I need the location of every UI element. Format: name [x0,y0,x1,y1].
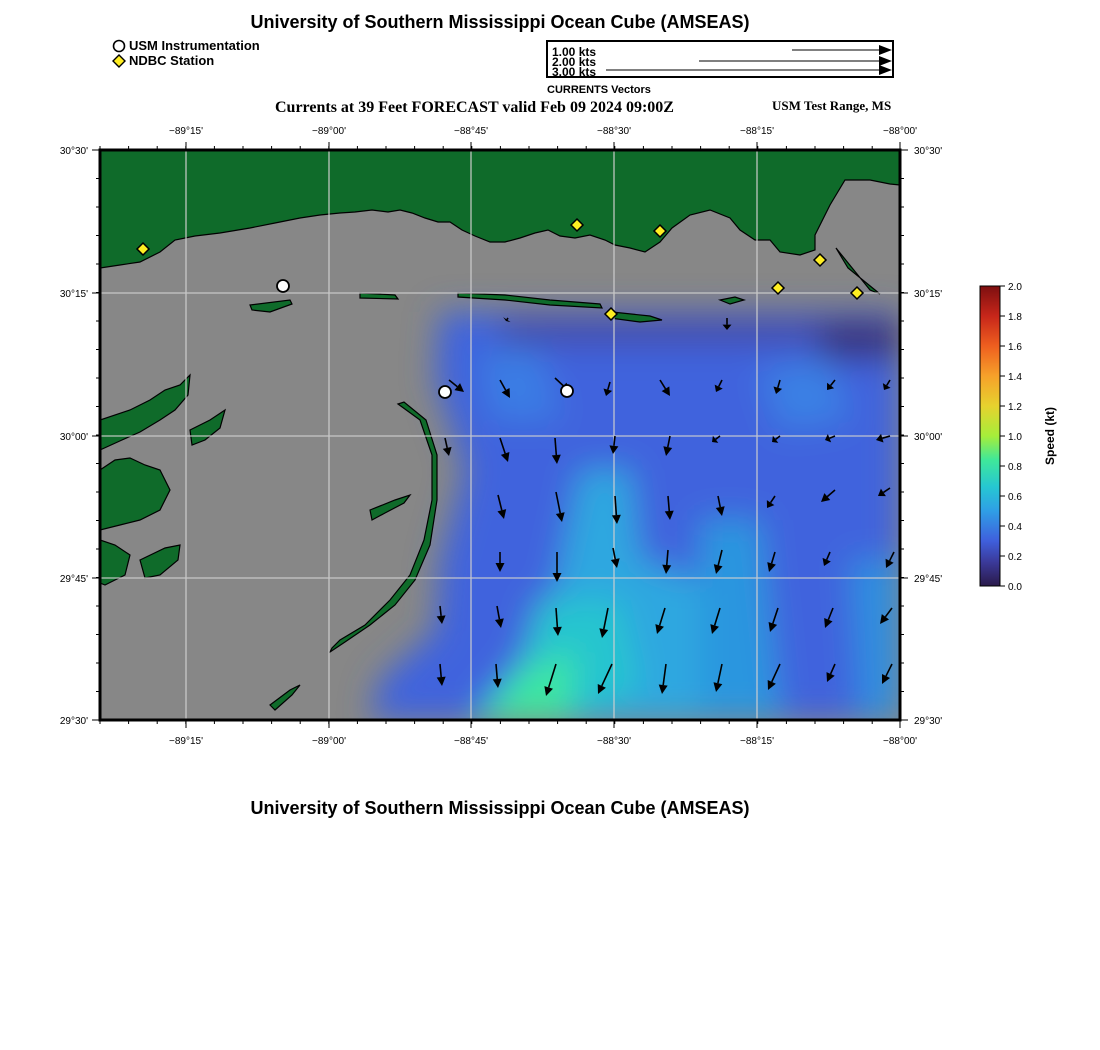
x-tick-top: −88°30' [597,126,631,137]
x-tick-bottom: −89°00' [312,736,346,747]
x-tick-bottom: −88°15' [740,736,774,747]
y-tick-left: 30°15' [59,289,88,300]
vector-scale-1kt-label: 1.00 kts [552,45,597,59]
x-tick-top: −88°00' [883,126,917,137]
usm-legend-label: USM Instrumentation [129,38,260,53]
colorbar-tick-label: 1.0 [1008,432,1022,443]
y-tick-left: 30°00' [59,432,88,443]
vector-scale-2kt-label: 2.00 kts [552,55,597,69]
y-tick-right: 29°45' [914,574,943,585]
x-tick-top: −88°45' [454,126,488,137]
y-tick-left: 29°30' [59,716,88,727]
vector-scale-3kt-label: 3.00 kts [552,65,597,79]
colorbar-tick-label: 0.0 [1008,582,1022,593]
usm-instrument-marker [439,386,451,398]
ndbc-legend-label: NDBC Station [129,53,215,68]
colorbar-tick-label: 2.0 [1008,282,1022,293]
x-tick-top: −89°15' [169,126,203,137]
colorbar-tick-label: 0.4 [1008,522,1022,533]
usm-instrument-marker [561,385,573,397]
speed-colorbar [970,280,1080,600]
y-tick-right: 29°30' [914,716,943,727]
forecast-subtitle: Currents at 39 Feet FORECAST valid Feb 09 2024 09:00Z [275,99,674,116]
colorbar-tick-label: 0.8 [1008,462,1022,473]
x-tick-bottom: −88°30' [597,736,631,747]
y-tick-right: 30°30' [914,146,943,157]
y-tick-left: 30°30' [59,146,88,157]
usm-instrument-marker [277,280,289,292]
y-tick-right: 30°15' [914,289,943,300]
colorbar-tick-label: 0.6 [1008,492,1022,503]
y-tick-right: 30°00' [914,432,943,443]
x-tick-bottom: −88°45' [454,736,488,747]
colorbar-tick-label: 0.2 [1008,552,1022,563]
colorbar-ramp [980,286,1000,586]
vector-caption: CURRENTS Vectors [547,84,651,96]
x-tick-bottom: −88°00' [883,736,917,747]
y-tick-left: 29°45' [59,574,88,585]
colorbar-label: Speed (kt) [1043,406,1057,466]
colorbar-tick-label: 1.8 [1008,312,1022,323]
x-tick-bottom: −89°15' [169,736,203,747]
main-title: University of Southern Mississippi Ocean Cube (AMSEAS) [250,12,750,32]
footer-title: University of Southern Mississippi Ocean Cube (AMSEAS) [250,798,750,818]
range-label: USM Test Range, MS [772,98,892,113]
x-tick-top: −88°15' [740,126,774,137]
colorbar-tick-label: 1.6 [1008,342,1022,353]
colorbar-tick-label: 1.2 [1008,402,1022,413]
colorbar-tick-label: 1.4 [1008,372,1022,383]
x-tick-top: −89°00' [312,126,346,137]
